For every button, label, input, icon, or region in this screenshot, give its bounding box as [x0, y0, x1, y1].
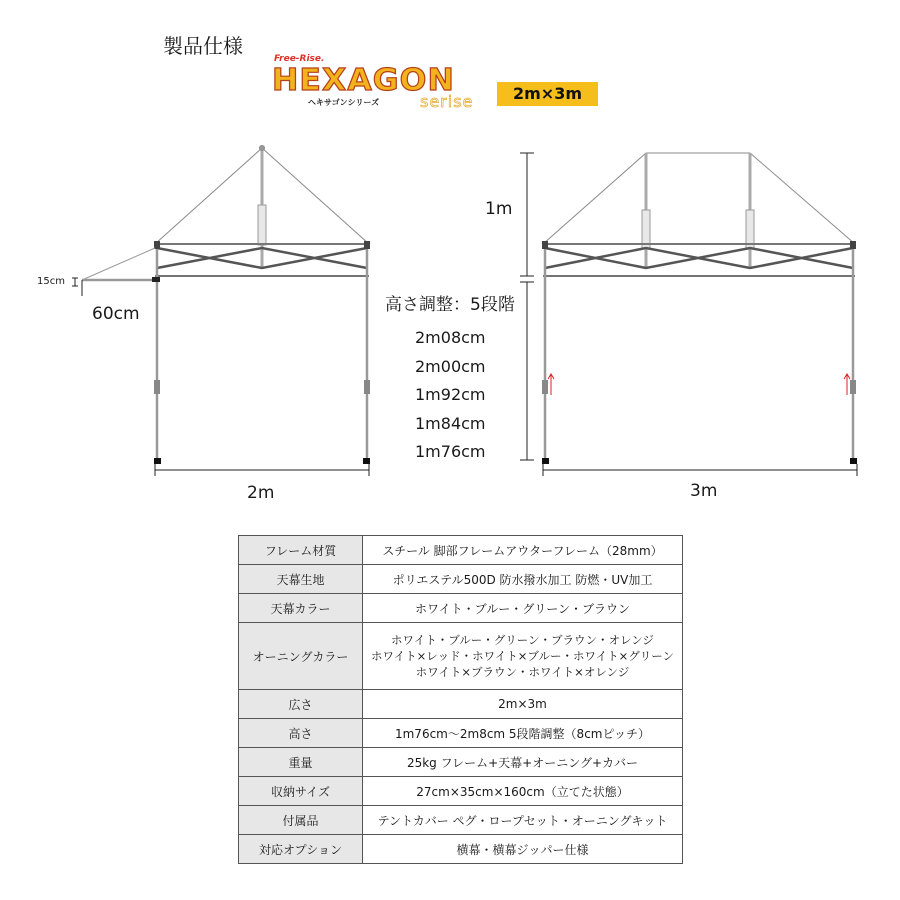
- spec-value: テントカバー ペグ・ロープセット・オーニングキット: [363, 806, 683, 835]
- height-option: 1m84cm: [415, 413, 486, 433]
- height-adjust-list: [385, 290, 515, 467]
- spec-value-line: ホワイト・ブルー・グリーン・ブラウン・オレンジ: [391, 633, 654, 647]
- height-option: 1m92cm: [415, 385, 486, 404]
- spec-value: スチール 脚部フレームアウターフレーム（28mm）: [363, 536, 683, 565]
- table-row: [239, 719, 683, 748]
- height-option: 1m76cm: [415, 442, 486, 461]
- spec-label: 重量: [239, 748, 363, 777]
- spec-value: 1m76cm〜2m8cm 5段階調整（8cmピッチ）: [363, 719, 683, 748]
- table-row: [239, 623, 683, 690]
- page-title: 製品仕様: [163, 34, 243, 58]
- spec-value: [363, 623, 683, 690]
- roof-height-label: 1m: [485, 199, 513, 219]
- spec-label: 天幕生地: [239, 565, 363, 594]
- spec-label: 対応オプション: [239, 835, 363, 864]
- spec-label: フレーム材質: [239, 536, 363, 565]
- series-label: serise: [420, 92, 474, 111]
- size-badge: 2m×3m: [497, 82, 598, 106]
- height-adjust-title: 高さ調整：5段階: [385, 295, 515, 315]
- spec-value: ホワイト・ブルー・グリーン・ブラウン: [363, 594, 683, 623]
- spec-value: 25kg フレーム+天幕+オーニング+カバー: [363, 748, 683, 777]
- spec-label: 付属品: [239, 806, 363, 835]
- tent-front-view: [520, 153, 857, 476]
- spec-label: 天幕カラー: [239, 594, 363, 623]
- brand-name: Free-Rise.: [274, 54, 325, 64]
- spec-value-line: ホワイト×ブラウン・ホワイト×オレンジ: [415, 665, 630, 679]
- spec-label: 広さ: [239, 690, 363, 719]
- spec-value: 横幕・横幕ジッパー仕様: [363, 835, 683, 864]
- spec-value: 27cm×35cm×160cm（立てた状態）: [363, 777, 683, 806]
- width-label: 2m: [247, 483, 275, 503]
- product-kana: ヘキサゴンシリーズ: [308, 98, 380, 107]
- table-row: [239, 748, 683, 777]
- table-row: [239, 806, 683, 835]
- spec-value: 2m×3m: [363, 690, 683, 719]
- height-option: 2m00cm: [415, 356, 486, 376]
- spec-value-line: ホワイト×レッド・ホワイト×ブルー・ホワイト×グリーン: [370, 649, 675, 663]
- awning-length-label: 60cm: [92, 304, 140, 324]
- table-row: [239, 777, 683, 806]
- product-name: HEXAGON: [272, 63, 455, 98]
- spec-label: オーニングカラー: [239, 623, 363, 690]
- spec-label: 収納サイズ: [239, 777, 363, 806]
- height-option: 2m08cm: [415, 328, 486, 347]
- spec-value: ポリエステル500D 防水撥水加工 防燃・UV加工: [363, 565, 683, 594]
- awning-drop-label: 15cm: [37, 276, 65, 287]
- table-row: [239, 536, 683, 565]
- table-row: [239, 565, 683, 594]
- table-row: [239, 594, 683, 623]
- spec-label: 高さ: [239, 719, 363, 748]
- table-row: [239, 835, 683, 864]
- spec-table: [238, 535, 683, 864]
- length-label: 3m: [690, 481, 718, 501]
- table-row: [239, 690, 683, 719]
